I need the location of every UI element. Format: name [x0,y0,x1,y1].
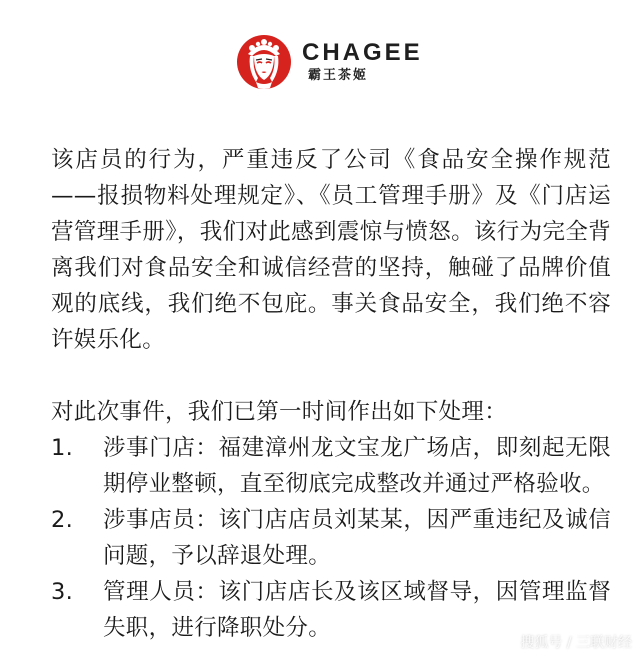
brand-wordmark [302,40,423,84]
action-text: 涉事门店：福建漳州龙文宝龙广场店，即刻起无限期停业整顿，直至彻底完成整改并通过严格验收。 [103,435,611,497]
paragraph-gap [51,358,611,394]
statement-paragraph: 该店员的行为，严重违反了公司《食品安全操作规范——报损物料处理规定》、《员工管理手册》及《门店运营管理手册》，我们对此感到震惊与愤怒。该行为完全背离我们对食品安全和诚信经营的坚持，触碰了品牌价值观的底线，我们绝不包庇。事关食品安全，我们绝不容许娱乐化。 [51,147,611,353]
actions-intro: 对此次事件，我们已第一时间作出如下处理： [51,399,508,425]
action-text: 管理人员：该门店店长及该区域督导，因管理监督失职，进行降职处分。 [103,579,611,641]
action-number: 2. [51,507,74,533]
action-text: 涉事店员：该门店店员刘某某，因严重违纪及诚信问题，予以辞退处理。 [103,507,611,569]
brand-name-cn: 霸王茶姬 [308,68,369,83]
action-item-1 [51,430,611,502]
action-item-2 [51,502,611,574]
brand-logo [236,34,423,90]
brand-name-en: CHAGEE [302,39,423,66]
chagee-opera-face-icon [236,34,292,90]
source-watermark: 搜狐号 / 三联财经 [520,635,632,651]
statement-body [51,142,611,646]
action-number: 3. [51,579,74,605]
action-number: 1. [51,435,74,461]
